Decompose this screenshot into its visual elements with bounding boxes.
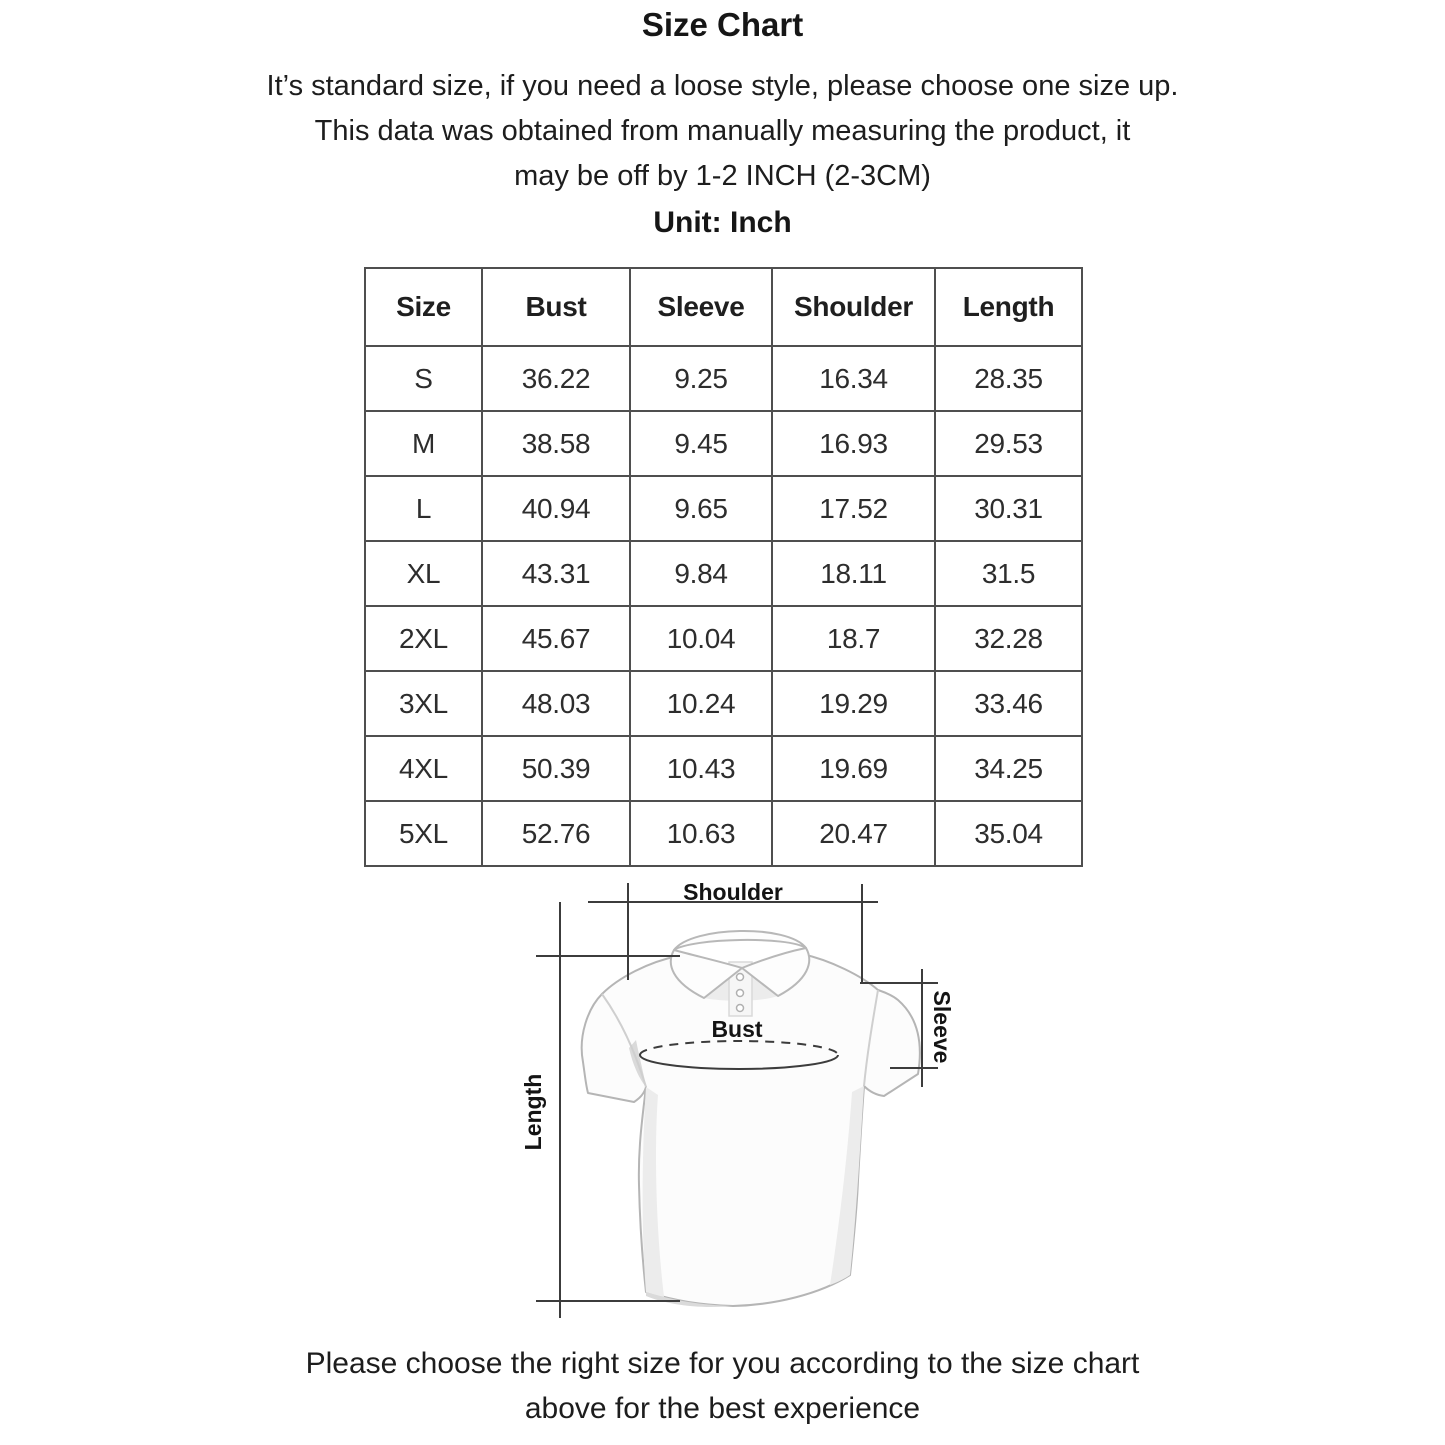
table-cell: 18.7 — [772, 606, 935, 671]
table-cell: 45.67 — [482, 606, 630, 671]
footer-note — [0, 1341, 1445, 1431]
shirt-button-2 — [737, 990, 744, 997]
table-cell: M — [365, 411, 482, 476]
table-cell: 10.43 — [630, 736, 772, 801]
table-row — [365, 476, 1082, 541]
unit-label: Unit: Inch — [653, 206, 792, 239]
table-cell: 20.47 — [772, 801, 935, 866]
table-cell: XL — [365, 541, 482, 606]
table-row — [365, 671, 1082, 736]
table-header-size: Size — [365, 268, 482, 346]
shoulder-label: Shoulder — [683, 879, 783, 905]
table-row — [365, 801, 1082, 866]
description — [0, 64, 1445, 199]
table-header-row — [365, 268, 1082, 346]
table-cell: 50.39 — [482, 736, 630, 801]
table-header-bust: Bust — [482, 268, 630, 346]
table-cell: 16.34 — [772, 346, 935, 411]
table-row — [365, 606, 1082, 671]
table-cell: 36.22 — [482, 346, 630, 411]
description-line-3: may be off by 1-2 INCH (2-3CM) — [514, 160, 931, 192]
table-cell: 19.29 — [772, 671, 935, 736]
shirt-collar-back — [674, 931, 806, 950]
table-row — [365, 541, 1082, 606]
table-cell: 16.93 — [772, 411, 935, 476]
page-title: Size Chart — [641, 6, 804, 43]
shirt-button-1 — [737, 974, 744, 981]
table-cell: 52.76 — [482, 801, 630, 866]
table-row — [365, 411, 1082, 476]
table-row — [365, 736, 1082, 801]
table-cell: 9.65 — [630, 476, 772, 541]
table-cell: 29.53 — [935, 411, 1082, 476]
table-row — [365, 346, 1082, 411]
table-cell: 35.04 — [935, 801, 1082, 866]
table-header-length: Length — [935, 268, 1082, 346]
table-cell: 4XL — [365, 736, 482, 801]
table-cell: 9.25 — [630, 346, 772, 411]
table-cell: 40.94 — [482, 476, 630, 541]
table-cell: 48.03 — [482, 671, 630, 736]
length-label: Length — [520, 1073, 546, 1151]
shirt-measurement-diagram — [500, 865, 970, 1330]
description-line-2: This data was obtained from manually measuring the product, it — [314, 115, 1131, 147]
table-cell: 34.25 — [935, 736, 1082, 801]
bust-label: Bust — [711, 1016, 763, 1042]
table-cell: 17.52 — [772, 476, 935, 541]
table-cell: L — [365, 476, 482, 541]
table-cell: 5XL — [365, 801, 482, 866]
polo-shirt-graphic — [582, 931, 920, 1307]
table-cell: 28.35 — [935, 346, 1082, 411]
table-cell: 10.63 — [630, 801, 772, 866]
table-cell: 31.5 — [935, 541, 1082, 606]
table-cell: 2XL — [365, 606, 482, 671]
description-line-1: It’s standard size, if you need a loose style, please choose one size up. — [266, 70, 1179, 102]
table-cell: 43.31 — [482, 541, 630, 606]
footer-line-1: Please choose the right size for you according to the size chart — [305, 1347, 1140, 1380]
table-cell: 3XL — [365, 671, 482, 736]
table-cell: S — [365, 346, 482, 411]
table-cell: 19.69 — [772, 736, 935, 801]
table-cell: 30.31 — [935, 476, 1082, 541]
table-cell: 33.46 — [935, 671, 1082, 736]
table-cell: 9.84 — [630, 541, 772, 606]
size-table — [364, 267, 1083, 867]
table-cell: 38.58 — [482, 411, 630, 476]
footer-line-2: above for the best experience — [524, 1392, 921, 1425]
table-cell: 10.24 — [630, 671, 772, 736]
table-header-shoulder: Shoulder — [772, 268, 935, 346]
table-cell: 10.04 — [630, 606, 772, 671]
table-header-sleeve: Sleeve — [630, 268, 772, 346]
table-cell: 32.28 — [935, 606, 1082, 671]
table-cell: 9.45 — [630, 411, 772, 476]
shirt-button-3 — [737, 1005, 744, 1012]
sleeve-label: Sleeve — [929, 990, 955, 1064]
table-cell: 18.11 — [772, 541, 935, 606]
